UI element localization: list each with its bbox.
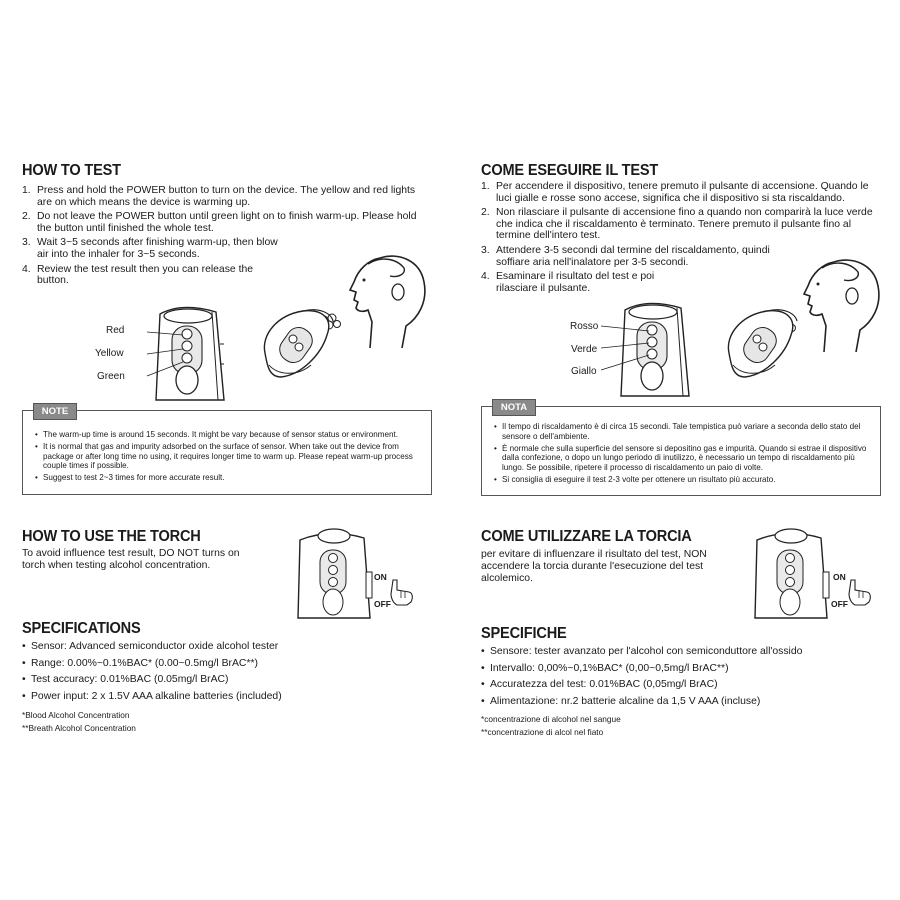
torch-off-label: OFF [374,599,391,609]
led-label-giallo: Giallo [571,366,597,377]
torch-title: COME UTILIZZARE LA TORCIA [481,528,692,545]
note-item: • Il tempo di riscaldamento è di circa 15 secondi. Tale tempistica può variare a seconda dello stato del sensore o dell'ambiente. [494,422,872,442]
torch-text: To avoid influence test result, DO NOT turns on torch when testing alcohol concentration. [22,548,240,571]
step-item: 2. Non rilasciare il pulsante di accensione fino a quando non comparirà la luce verde che indica che il riscaldamento è terminato. Tenere premuto il pulsante fino al termine dell'intero test. [481,207,873,242]
note-list [494,422,872,487]
torch-title: HOW TO USE THE TORCH [22,528,201,545]
specs-title: SPECIFICHE [481,625,567,642]
italian-column [481,0,900,900]
note-item: • È normale che sulla superficie del sensore si depositino gas e impurità. Quando si estrae il dispositivo dalla confezione, o dopo un lungo periodo di inutilizzo, è necessario un tempo di riscaldamento più lungo. Se possibile, ripetere il processo di riscaldamento un paio di volte. [494,444,872,473]
specs-list [22,640,442,706]
footnote: *concentrazione di alcohol nel sangue [481,714,621,724]
step-item: 3. Wait 3~5 seconds after finishing warm-up, then blow air into the inhaler for 3~5 seconds. [22,237,278,260]
breathalyzer-side-illustration [257,305,337,383]
torch-text: per evitare di influenzare il risultato del test, NON accendere la torcia durante l'esecuzione del test alcolemico. [481,549,707,584]
specs-footnotes [22,709,136,735]
step-item: 4. Esaminare il risultato del test e poi rilasciare il pulsante. [481,271,655,294]
led-indicator-lines [601,322,657,372]
spec-item: • Range: 0.00%~0.1%BAC* (0.00~0.5mg/l BrAC**) [22,657,442,671]
spec-item: • Alimentazione: nr.2 batterie alcaline da 1,5 V AAA (incluse) [481,695,881,709]
spec-item: • Power input: 2 x 1.5V AAA alkaline batteries (included) [22,690,442,704]
note-tag: NOTA [492,399,536,416]
step-item: 1. Per accendere il dispositivo, tenere premuto il pulsante di accensione. Quando le luci gialle e rosse sono accese, significa che il dispositivo si sta riscaldando. [481,181,869,204]
english-column [22,0,442,900]
led-label-red: Red [106,325,125,336]
specs-footnotes [481,713,621,739]
torch-on-label: ON [833,572,846,582]
step-item: 2. Do not leave the POWER button until green light on to finish warm-up. Please hold the button until finished the whole test. [22,211,417,234]
spec-item: • Sensore: tester avanzato per l'alcohol con semiconduttore all'ossido [481,645,881,659]
step-item: 4. Review the test result then you can release the button. [22,263,254,287]
spec-item: • Accuratezza del test: 0.01%BAC (0,05mg/l BrAC) [481,678,881,692]
torch-on-label: ON [374,572,387,582]
breathalyzer-side-illustration [721,305,801,383]
note-item: • The warm-up time is around 15 seconds. It might be vary because of sensor status or environment. [35,430,420,440]
footnote: **Breath Alcohol Concentration [22,723,136,733]
led-label-yellow: Yellow [95,348,124,359]
how-to-test-title: COME ESEGUIRE IL TEST [481,162,659,179]
note-item: • It is normal that gas and impurity adsorbed on the surface of sensor. When take out the device from package or after long time no using, it requires longer time to warm up. Please repeat warm-up process couple times if possible. [35,442,420,471]
torch-device-illustration [747,522,837,620]
note-tag: NOTE [33,403,77,420]
step-item: 1. Press and hold the POWER button to turn on the device. The yellow and red lights are on which means the device is warming up. [22,185,416,208]
hand-pointer-icon [845,578,873,606]
led-label-green: Green [97,371,125,382]
note-item: • Suggest to test 2~3 times for more accurate result. [35,473,420,483]
person-blowing-illustration [794,256,884,356]
led-label-verde: Verde [571,344,598,355]
led-indicator-lines [147,326,197,376]
led-label-rosso: Rosso [570,321,599,332]
spec-item: • Test accuracy: 0.01%BAC (0.05mg/l BrAC) [22,673,442,687]
note-list [35,430,420,485]
footnote: **concentrazione di alcol nel fiato [481,727,604,737]
specs-title: SPECIFICATIONS [22,620,141,637]
footnote: *Blood Alcohol Concentration [22,710,130,720]
spec-item: • Sensor: Advanced semiconductor oxide alcohol tester [22,640,442,654]
hand-pointer-icon [387,578,415,606]
spec-item: • Intervallo: 0,00%~0,1%BAC* (0,00~0,5mg/l BrAC**) [481,662,881,676]
how-to-test-title: HOW TO TEST [22,162,121,179]
specs-list [481,645,881,711]
note-box [22,406,432,495]
note-box [481,402,881,496]
torch-off-label: OFF [831,599,848,609]
person-blowing-illustration [340,252,430,352]
step-item: 3. Attendere 3-5 secondi dal termine del riscaldamento, quindi soffiare aria nell'inalatore per 3-5 secondi. [481,244,770,268]
note-item: • Si consiglia di eseguire il test 2-3 volte per ottenere un risultato più accurato. [494,475,872,485]
torch-device-illustration [290,522,380,620]
